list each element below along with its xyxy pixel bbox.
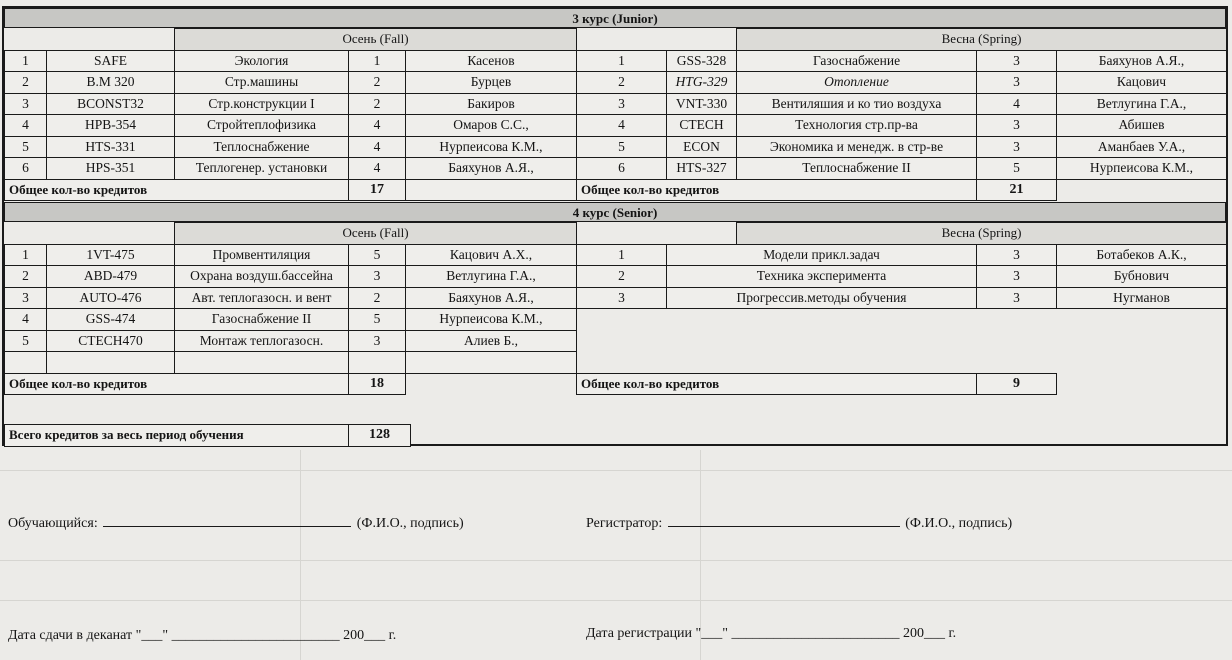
table-cell: HPS-351 [47, 158, 175, 180]
table-cell: Монтаж теплогазосн. [175, 330, 349, 352]
table-cell: Отопление [737, 72, 977, 94]
table-row [577, 158, 1227, 180]
table-cell [1057, 309, 1227, 331]
table-row [577, 93, 1227, 115]
table-cell: 2 [5, 266, 47, 288]
table-cell: Теплогенер. установки [175, 158, 349, 180]
table-cell: Ботабеков А.К., [1057, 244, 1227, 266]
table-cell: Теплоснабжение [175, 136, 349, 158]
table-row [5, 244, 577, 266]
table-cell: HTS-331 [47, 136, 175, 158]
table-cell [667, 330, 737, 352]
student-label: Обучающийся: [8, 516, 98, 531]
senior-spring-total-value: 9 [977, 373, 1057, 395]
table-cell [667, 29, 737, 51]
table-cell: Аманбаев У.А., [1057, 136, 1227, 158]
grand-total-table [4, 424, 411, 447]
junior-spring-table [576, 28, 1227, 201]
table-cell [577, 223, 667, 245]
table-row [5, 309, 577, 331]
table-cell [406, 373, 577, 395]
table-cell: ECON [667, 136, 737, 158]
table-cell: Бакиров [406, 93, 577, 115]
table-cell [47, 352, 175, 374]
table-row [577, 309, 1227, 331]
table-cell: 1 [5, 50, 47, 72]
table-cell: HTS-327 [667, 158, 737, 180]
table-row [5, 93, 577, 115]
table-row [577, 115, 1227, 137]
table-cell: Баяхунов А.Я., [1057, 50, 1227, 72]
dean-submission-date: Дата сдачи в деканат "___" ________________________ 200___ г. [8, 628, 397, 643]
table-cell: Стр.машины [175, 72, 349, 94]
table-cell [737, 330, 977, 352]
table-cell: 3 [977, 136, 1057, 158]
table-row [577, 136, 1227, 158]
table-cell [349, 352, 406, 374]
table-row [5, 29, 577, 51]
table-cell: Бурцев [406, 72, 577, 94]
table-cell: Стройтеплофизика [175, 115, 349, 137]
senior-fall-table [4, 222, 577, 395]
total-row [5, 373, 577, 395]
student-signature-line [8, 516, 464, 532]
table-cell: 5 [349, 244, 406, 266]
table-cell: 3 [977, 72, 1057, 94]
table-cell: Прогрессив.методы обучения [667, 287, 977, 309]
table-cell: Техника эксперимента [667, 266, 977, 288]
table-cell [5, 29, 47, 51]
table-cell: 3 [349, 266, 406, 288]
table-cell: HPB-354 [47, 115, 175, 137]
senior-title: 4 курс (Senior) [4, 202, 1226, 222]
table-cell: Абишев [1057, 115, 1227, 137]
table-cell [667, 309, 737, 331]
table-cell: Кацович [1057, 72, 1227, 94]
student-signature-field [103, 526, 351, 527]
junior-fall-label: Осень (Fall) [175, 29, 577, 51]
table-cell: 5 [5, 136, 47, 158]
table-cell: ABD-479 [47, 266, 175, 288]
registrar-signature-field [668, 526, 900, 527]
table-cell: Нугманов [1057, 287, 1227, 309]
table-cell: 6 [5, 158, 47, 180]
table-cell: GSS-474 [47, 309, 175, 331]
senior-fall-total-label: Общее кол-во кредитов [5, 373, 349, 395]
table-cell: 2 [577, 72, 667, 94]
senior-fall-total-value: 18 [349, 373, 406, 395]
table-cell: 4 [349, 136, 406, 158]
table-cell [47, 29, 175, 51]
table-cell: 3 [977, 50, 1057, 72]
table-row [5, 223, 577, 245]
senior-spring-total-label: Общее кол-во кредитов [577, 373, 977, 395]
table-row [5, 72, 577, 94]
table-cell: 1 [577, 50, 667, 72]
table-cell: 1 [5, 244, 47, 266]
senior-fall-label: Осень (Fall) [175, 223, 577, 245]
table-cell: 3 [349, 330, 406, 352]
table-cell: 3 [977, 244, 1057, 266]
table-cell: 5 [5, 330, 47, 352]
junior-spring-label: Весна (Spring) [737, 29, 1227, 51]
ghost-line [0, 470, 1232, 471]
total-row [5, 179, 577, 201]
table-cell [1057, 373, 1227, 395]
table-cell: 4 [977, 93, 1057, 115]
table-cell [577, 309, 667, 331]
table-cell: Алиев Б., [406, 330, 577, 352]
table-cell: Охрана воздуш.бассейна [175, 266, 349, 288]
table-cell: Касенов [406, 50, 577, 72]
table-cell: Экология [175, 50, 349, 72]
table-cell: 3 [977, 287, 1057, 309]
table-cell: Модели прикл.задач [667, 244, 977, 266]
table-cell: Промвентиляция [175, 244, 349, 266]
table-cell: CTECH470 [47, 330, 175, 352]
junior-fall-table [4, 28, 577, 201]
table-cell: Баяхунов А.Я., [406, 158, 577, 180]
table-cell: 1 [577, 244, 667, 266]
total-row [577, 373, 1227, 395]
table-cell: 2 [349, 93, 406, 115]
table-cell: 5 [349, 309, 406, 331]
table-row [577, 29, 1227, 51]
table-cell [977, 330, 1057, 352]
table-cell [406, 352, 577, 374]
table-cell: GSS-328 [667, 50, 737, 72]
table-cell: 3 [577, 287, 667, 309]
registrar-label: Регистратор: [586, 516, 663, 531]
table-cell [977, 309, 1057, 331]
table-cell: Ветлугина Г.А., [406, 266, 577, 288]
table-cell [667, 352, 737, 374]
table-cell [5, 352, 47, 374]
table-cell: 2 [5, 72, 47, 94]
table-cell: 4 [577, 115, 667, 137]
table-cell: BCONST32 [47, 93, 175, 115]
table-row [577, 287, 1227, 309]
table-row [577, 266, 1227, 288]
table-row [577, 72, 1227, 94]
table-cell [1057, 330, 1227, 352]
table-cell: Баяхунов А.Я., [406, 287, 577, 309]
table-cell: VNT-330 [667, 93, 737, 115]
table-cell: 3 [5, 93, 47, 115]
total-row [577, 179, 1227, 201]
grand-total-label: Всего кредитов за весь период обучения [5, 425, 349, 447]
table-cell [577, 330, 667, 352]
table-cell [977, 352, 1057, 374]
table-row [577, 244, 1227, 266]
table-cell [1057, 179, 1227, 201]
table-cell [577, 352, 667, 374]
table-cell: 5 [977, 158, 1057, 180]
table-row [577, 330, 1227, 352]
table-cell [737, 352, 977, 374]
table-cell: 4 [5, 115, 47, 137]
table-cell [1057, 352, 1227, 374]
table-cell: 3 [5, 287, 47, 309]
table-cell: 3 [977, 115, 1057, 137]
table-cell: Газоснабжение II [175, 309, 349, 331]
table-cell [737, 309, 977, 331]
table-row [577, 352, 1227, 374]
table-row [5, 287, 577, 309]
table-cell: Авт. теплогазосн. и вент [175, 287, 349, 309]
table-cell: AUTO-476 [47, 287, 175, 309]
table-cell: Омаров С.С., [406, 115, 577, 137]
table-row [577, 50, 1227, 72]
table-cell: Нурпеисова К.М., [406, 136, 577, 158]
table-row [5, 330, 577, 352]
table-cell: 3 [977, 266, 1057, 288]
table-row [5, 266, 577, 288]
table-cell [47, 223, 175, 245]
table-cell: Экономика и менедж. в стр-ве [737, 136, 977, 158]
junior-fall-total-value: 17 [349, 179, 406, 201]
table-cell: Вентиляшия и ко тио воздуха [737, 93, 977, 115]
table-row [577, 223, 1227, 245]
table-cell: 6 [577, 158, 667, 180]
table-cell: 4 [349, 115, 406, 137]
table-cell [577, 29, 667, 51]
registration-date: Дата регистрации "___" ________________________ 200___ г. [586, 626, 957, 641]
table-cell: 2 [349, 287, 406, 309]
table-cell: CTECH [667, 115, 737, 137]
table-cell: Ветлугина Г.А., [1057, 93, 1227, 115]
table-cell: HTG-329 [667, 72, 737, 94]
table-row [5, 50, 577, 72]
junior-spring-total-value: 21 [977, 179, 1057, 201]
table-cell: Кацович А.Х., [406, 244, 577, 266]
table-cell: Стр.конструкции I [175, 93, 349, 115]
junior-title: 3 курс (Junior) [4, 8, 1226, 28]
table-cell: B.M 320 [47, 72, 175, 94]
senior-spring-table [576, 222, 1227, 395]
table-cell: 1VT-475 [47, 244, 175, 266]
table-cell: 2 [349, 72, 406, 94]
table-row [5, 352, 577, 374]
table-cell [175, 352, 349, 374]
table-cell: 4 [5, 309, 47, 331]
registrar-signature-line [586, 516, 1012, 532]
table-cell [5, 223, 47, 245]
table-cell: Газоснабжение [737, 50, 977, 72]
table-cell: 4 [349, 158, 406, 180]
table-row [5, 136, 577, 158]
table-cell: SAFE [47, 50, 175, 72]
registrar-hint: (Ф.И.О., подпись) [905, 516, 1013, 531]
table-cell: Технология стр.пр-ва [737, 115, 977, 137]
ghost-line [0, 560, 1232, 561]
table-cell: 1 [349, 50, 406, 72]
table-row [5, 425, 411, 447]
student-hint: (Ф.И.О., подпись) [356, 516, 464, 531]
table-cell: 5 [577, 136, 667, 158]
grand-total-value: 128 [349, 425, 411, 447]
table-cell: Нурпеисова К.М., [406, 309, 577, 331]
table-cell: 3 [577, 93, 667, 115]
senior-spring-label: Весна (Spring) [737, 223, 1227, 245]
ghost-line [0, 600, 1232, 601]
table-cell: Теплоснабжение II [737, 158, 977, 180]
junior-fall-total-label: Общее кол-во кредитов [5, 179, 349, 201]
table-row [5, 158, 577, 180]
table-row [5, 115, 577, 137]
table-cell [667, 223, 737, 245]
table-cell: Нурпеисова К.М., [1057, 158, 1227, 180]
junior-spring-total-label: Общее кол-во кредитов [577, 179, 977, 201]
table-cell: 2 [577, 266, 667, 288]
table-cell: Бубнович [1057, 266, 1227, 288]
table-cell [406, 179, 577, 201]
